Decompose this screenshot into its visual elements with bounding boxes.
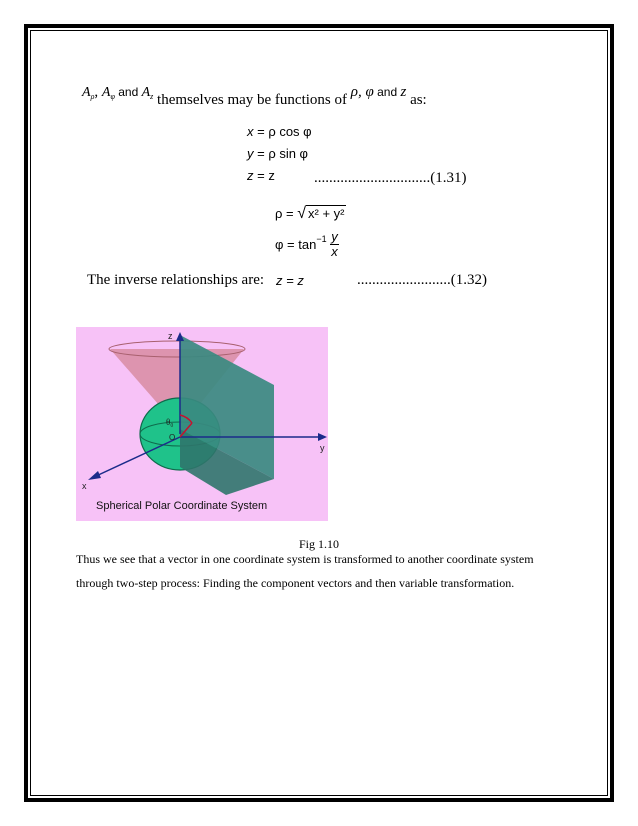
theta-label: θ₀ <box>166 417 174 427</box>
x-axis-label: x <box>82 481 87 491</box>
spherical-coordinates-figure <box>76 327 328 521</box>
figure-caption: Fig 1.10 <box>298 537 339 551</box>
eq-phi: $\varphi = \tan^{-1}$ $\frac{y}{x}$ <box>275 229 338 259</box>
intro-line: $A_\rho$, $A_\varphi$ and $A_z$ themselves may be functions of ρ, φ and z as: <box>82 84 427 108</box>
component-a-phi: $A_\varphi$ <box>101 85 115 101</box>
eq-rho: ρ = √ x² + y² <box>275 205 345 222</box>
paragraph-line-2: through two-step process: Finding the component vectors and then variable transformation. <box>76 576 515 590</box>
eq-z: z = z <box>247 168 275 183</box>
inverse-lead-text: The inverse relationships are: <box>87 272 265 288</box>
intro-vars: ρ, φ <box>350 84 374 100</box>
eq-number-1-31: ...............................(1.31) <box>314 170 467 186</box>
figure-title: Spherical Polar Coordinate System <box>96 500 268 512</box>
eq-number-1-32: .........................(1.32) <box>357 272 487 288</box>
intro-text: themselves may be functions of <box>157 92 351 108</box>
origin-label: O <box>169 433 176 442</box>
component-a-rho: $A_\rho$ <box>82 85 95 101</box>
z-axis-label: z <box>168 331 173 341</box>
y-axis-label: y <box>320 443 325 453</box>
eq-x: x = ρ cos φ <box>247 124 312 139</box>
paragraph-line-1: Thus we see that a vector in one coordinate system is transformed to another coordinate system <box>76 552 534 566</box>
component-a-z: $A_z$ <box>141 85 154 101</box>
eq-z-inverse: z = z <box>276 273 304 288</box>
eq-y: y = ρ sin φ <box>247 146 308 161</box>
